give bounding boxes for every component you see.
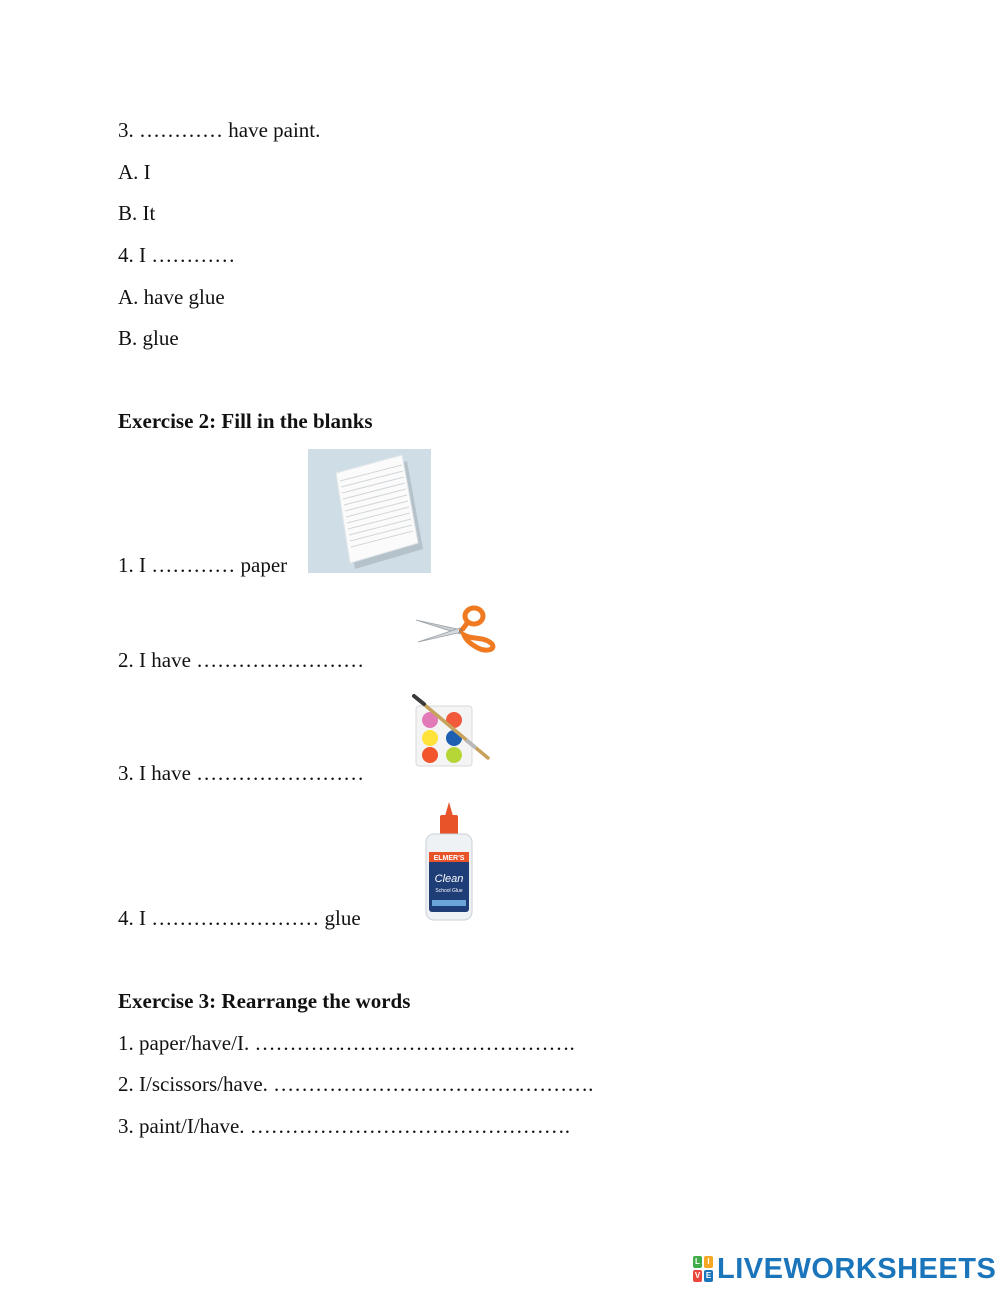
question-4-option-a: A. have glue bbox=[118, 285, 225, 309]
watercolor-paint-icon bbox=[410, 692, 494, 768]
paper-icon bbox=[308, 449, 431, 573]
glue-sub-label: School Glue bbox=[435, 888, 463, 894]
question-3: 3. ………… have paint. bbox=[118, 118, 321, 142]
question-4-option-b: B. glue bbox=[118, 326, 179, 350]
question-3-option-a: A. I bbox=[118, 160, 151, 184]
exercise-2-item-4: 4. I …………………… glue bbox=[118, 906, 361, 930]
exercise-3-heading: Exercise 3: Rearrange the words bbox=[118, 989, 411, 1013]
logo-mark-icon: L I V E bbox=[694, 1257, 712, 1280]
scissors-icon bbox=[412, 602, 498, 654]
exercise-2-heading: Exercise 2: Fill in the blanks bbox=[118, 409, 373, 433]
exercise-2-item-2: 2. I have …………………… bbox=[118, 648, 365, 672]
exercise-2-item-3: 3. I have …………………… bbox=[118, 761, 365, 785]
glue-bottle-icon bbox=[420, 800, 478, 924]
exercise-3-item-3: 3. paint/I/have. ………………………………………. bbox=[118, 1114, 571, 1138]
glue-product-label: Clean bbox=[434, 873, 464, 885]
question-3-option-b: B. It bbox=[118, 201, 156, 225]
glue-brand-label: ELMER'S bbox=[433, 855, 465, 862]
question-4: 4. I ………… bbox=[118, 243, 236, 267]
exercise-3-item-2: 2. I/scissors/have. ………………………………………. bbox=[118, 1072, 594, 1096]
logo-text: LIVEWORKSHEETS bbox=[717, 1252, 997, 1285]
liveworksheets-logo[interactable] bbox=[693, 1254, 996, 1284]
exercise-2-item-1: 1. I ………… paper bbox=[118, 553, 288, 577]
exercise-3-item-1: 1. paper/have/I. ………………………………………. bbox=[118, 1031, 575, 1055]
